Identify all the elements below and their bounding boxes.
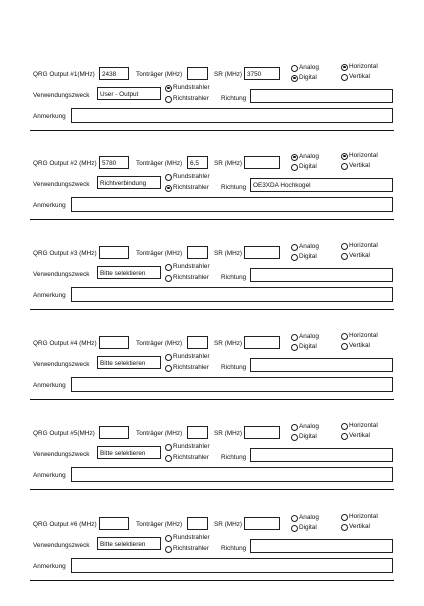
verwendung-select[interactable]: Bitte selektieren (97, 266, 161, 279)
radio-analog-circle[interactable] (291, 424, 298, 431)
sr-input[interactable] (244, 426, 280, 439)
richtung-input[interactable] (250, 268, 393, 282)
verwendung-label: Verwendungszweck (33, 361, 90, 368)
radio-horizontal-circle[interactable] (341, 423, 348, 430)
traeger-label: Tonträger (MHz) (136, 340, 183, 347)
anmerkung-input[interactable] (71, 467, 393, 482)
traeger-label: Tonträger (MHz) (136, 71, 183, 78)
radio-rundstrahler-circle[interactable] (165, 535, 172, 542)
anmerkung-label: Anmerkung (33, 292, 66, 299)
radio-horizontal-circle[interactable] (341, 243, 348, 250)
anmerkung-label: Anmerkung (33, 202, 66, 209)
radio-vertikal-circle[interactable] (341, 343, 348, 350)
sr-input[interactable] (244, 246, 280, 259)
verwendung-label: Verwendungszweck (33, 271, 90, 278)
qrg-label: QRG Output #3 (MHz) (33, 250, 97, 257)
traeger-input[interactable] (187, 246, 208, 259)
radio-richtstrahler-circle[interactable] (165, 275, 172, 282)
radio-vertikal-circle[interactable] (341, 74, 348, 81)
richtung-label: Richtung (221, 364, 247, 371)
qrg-input[interactable] (99, 517, 129, 530)
verwendung-select[interactable]: Richtverbindung (97, 176, 161, 189)
radio-vertikal-label: Vertikal (349, 432, 370, 439)
section-divider (30, 309, 394, 310)
traeger-input[interactable] (187, 336, 208, 349)
radio-digital-circle[interactable] (291, 75, 298, 82)
radio-vertikal-label: Vertikal (349, 162, 370, 169)
radio-rundstrahler-circle[interactable] (165, 85, 172, 92)
traeger-label: Tonträger (MHz) (136, 160, 183, 167)
radio-rundstrahler-label: Rundstrahler (173, 534, 210, 541)
anmerkung-input[interactable] (71, 108, 393, 123)
radio-richtstrahler-label: Richtstrahler (173, 364, 209, 371)
richtung-input[interactable] (250, 89, 393, 103)
radio-analog-label: Analog (299, 243, 319, 250)
output-block (0, 422, 424, 515)
sr-label: SR (MHz) (214, 160, 243, 167)
section-divider (30, 489, 394, 490)
richtung-input[interactable] (250, 358, 393, 372)
output-block (0, 63, 424, 156)
radio-rundstrahler-label: Rundstrahler (173, 263, 210, 270)
section-divider (30, 130, 394, 131)
output-block (0, 242, 424, 335)
sr-input[interactable] (244, 336, 280, 349)
radio-digital-label: Digital (299, 163, 317, 170)
radio-rundstrahler-label: Rundstrahler (173, 84, 210, 91)
anmerkung-input[interactable] (71, 197, 393, 212)
anmerkung-label: Anmerkung (33, 472, 66, 479)
radio-analog-circle[interactable] (291, 154, 298, 161)
radio-analog-circle[interactable] (291, 515, 298, 522)
anmerkung-label: Anmerkung (33, 113, 66, 120)
radio-richtstrahler-circle[interactable] (165, 455, 172, 462)
sr-input[interactable] (244, 517, 280, 530)
radio-richtstrahler-circle[interactable] (165, 185, 172, 192)
radio-vertikal-label: Vertikal (349, 252, 370, 259)
radio-rundstrahler-circle[interactable] (165, 444, 172, 451)
radio-analog-circle[interactable] (291, 334, 298, 341)
radio-horizontal-label: Horizontal (349, 242, 378, 249)
radio-richtstrahler-label: Richtstrahler (173, 184, 209, 191)
radio-analog-circle[interactable] (291, 65, 298, 72)
sr-input[interactable] (244, 156, 280, 169)
radio-richtstrahler-circle[interactable] (165, 546, 172, 553)
radio-analog-label: Analog (299, 153, 319, 160)
verwendung-label: Verwendungszweck (33, 181, 90, 188)
verwendung-select[interactable]: Bitte selektieren (97, 446, 161, 459)
radio-rundstrahler-circle[interactable] (165, 174, 172, 181)
radio-analog-circle[interactable] (291, 244, 298, 251)
radio-digital-label: Digital (299, 253, 317, 260)
radio-horizontal-circle[interactable] (341, 64, 348, 71)
radio-richtstrahler-label: Richtstrahler (173, 95, 209, 102)
anmerkung-input[interactable] (71, 558, 393, 573)
radio-digital-circle[interactable] (291, 254, 298, 261)
traeger-label: Tonträger (MHz) (136, 521, 183, 528)
traeger-label: Tonträger (MHz) (136, 430, 183, 437)
traeger-input[interactable]: 6,5 (187, 156, 208, 169)
radio-horizontal-label: Horizontal (349, 152, 378, 159)
radio-horizontal-label: Horizontal (349, 513, 378, 520)
qrg-input[interactable] (99, 246, 129, 259)
qrg-input[interactable] (99, 426, 129, 439)
radio-digital-circle[interactable] (291, 434, 298, 441)
qrg-input[interactable] (99, 336, 129, 349)
radio-digital-circle[interactable] (291, 344, 298, 351)
anmerkung-input[interactable] (71, 287, 393, 302)
radio-rundstrahler-label: Rundstrahler (173, 173, 210, 180)
qrg-label: QRG Output #2 (MHz) (33, 160, 97, 167)
radio-analog-label: Analog (299, 514, 319, 521)
traeger-label: Tonträger (MHz) (136, 250, 183, 257)
radio-analog-label: Analog (299, 423, 319, 430)
sr-label: SR (MHz) (214, 250, 243, 257)
qrg-input[interactable]: 5780 (99, 156, 129, 169)
section-divider (30, 219, 394, 220)
radio-richtstrahler-circle[interactable] (165, 96, 172, 103)
radio-vertikal-label: Vertikal (349, 523, 370, 530)
sr-input[interactable]: 3750 (244, 67, 280, 80)
qrg-label: QRG Output #4 (MHz) (33, 340, 97, 347)
verwendung-label: Verwendungszweck (33, 92, 90, 99)
richtung-label: Richtung (221, 545, 247, 552)
radio-vertikal-label: Vertikal (349, 342, 370, 349)
radio-horizontal-label: Horizontal (349, 422, 378, 429)
radio-digital-label: Digital (299, 524, 317, 531)
radio-richtstrahler-label: Richtstrahler (173, 454, 209, 461)
radio-rundstrahler-circle[interactable] (165, 354, 172, 361)
anmerkung-label: Anmerkung (33, 563, 66, 570)
richtung-label: Richtung (221, 95, 247, 102)
radio-digital-label: Digital (299, 74, 317, 81)
richtung-input[interactable]: OE3XDA Hochkogel (250, 178, 393, 192)
verwendung-select[interactable]: User - Output (97, 87, 161, 100)
verwendung-label: Verwendungszweck (33, 451, 90, 458)
radio-digital-label: Digital (299, 433, 317, 440)
radio-rundstrahler-label: Rundstrahler (173, 353, 210, 360)
radio-richtstrahler-circle[interactable] (165, 365, 172, 372)
radio-horizontal-circle[interactable] (341, 333, 348, 340)
output-block (0, 332, 424, 425)
section-divider (30, 399, 394, 400)
verwendung-label: Verwendungszweck (33, 542, 90, 549)
traeger-input[interactable] (187, 67, 208, 80)
radio-richtstrahler-label: Richtstrahler (173, 545, 209, 552)
anmerkung-input[interactable] (71, 377, 393, 392)
radio-vertikal-circle[interactable] (341, 433, 348, 440)
richtung-label: Richtung (221, 454, 247, 461)
verwendung-select[interactable]: Bitte selektieren (97, 356, 161, 369)
qrg-label: QRG Output #6 (MHz) (33, 521, 97, 528)
sr-label: SR (MHz) (214, 71, 243, 78)
radio-vertikal-circle[interactable] (341, 524, 348, 531)
richtung-input[interactable] (250, 539, 393, 553)
radio-analog-label: Analog (299, 333, 319, 340)
output-block (0, 152, 424, 245)
radio-rundstrahler-label: Rundstrahler (173, 443, 210, 450)
radio-horizontal-circle[interactable] (341, 153, 348, 160)
radio-vertikal-label: Vertikal (349, 73, 370, 80)
radio-digital-circle[interactable] (291, 525, 298, 532)
section-divider (30, 580, 394, 581)
sr-label: SR (MHz) (214, 340, 243, 347)
radio-rundstrahler-circle[interactable] (165, 264, 172, 271)
radio-horizontal-label: Horizontal (349, 63, 378, 70)
richtung-input[interactable] (250, 448, 393, 462)
radio-horizontal-circle[interactable] (341, 514, 348, 521)
qrg-label: QRG Output #5(MHz) (33, 430, 95, 437)
radio-richtstrahler-label: Richtstrahler (173, 274, 209, 281)
radio-analog-label: Analog (299, 64, 319, 71)
radio-vertikal-circle[interactable] (341, 253, 348, 260)
sr-label: SR (MHz) (214, 521, 243, 528)
radio-digital-circle[interactable] (291, 164, 298, 171)
qrg-input[interactable]: 2438 (99, 67, 129, 80)
qrg-label: QRG Output #1(MHz) (33, 71, 95, 78)
anmerkung-label: Anmerkung (33, 382, 66, 389)
richtung-label: Richtung (221, 184, 247, 191)
radio-vertikal-circle[interactable] (341, 163, 348, 170)
verwendung-select[interactable]: Bitte selektieren (97, 537, 161, 550)
output-block (0, 513, 424, 606)
richtung-label: Richtung (221, 274, 247, 281)
traeger-input[interactable] (187, 517, 208, 530)
sr-label: SR (MHz) (214, 430, 243, 437)
radio-horizontal-label: Horizontal (349, 332, 378, 339)
radio-digital-label: Digital (299, 343, 317, 350)
traeger-input[interactable] (187, 426, 208, 439)
